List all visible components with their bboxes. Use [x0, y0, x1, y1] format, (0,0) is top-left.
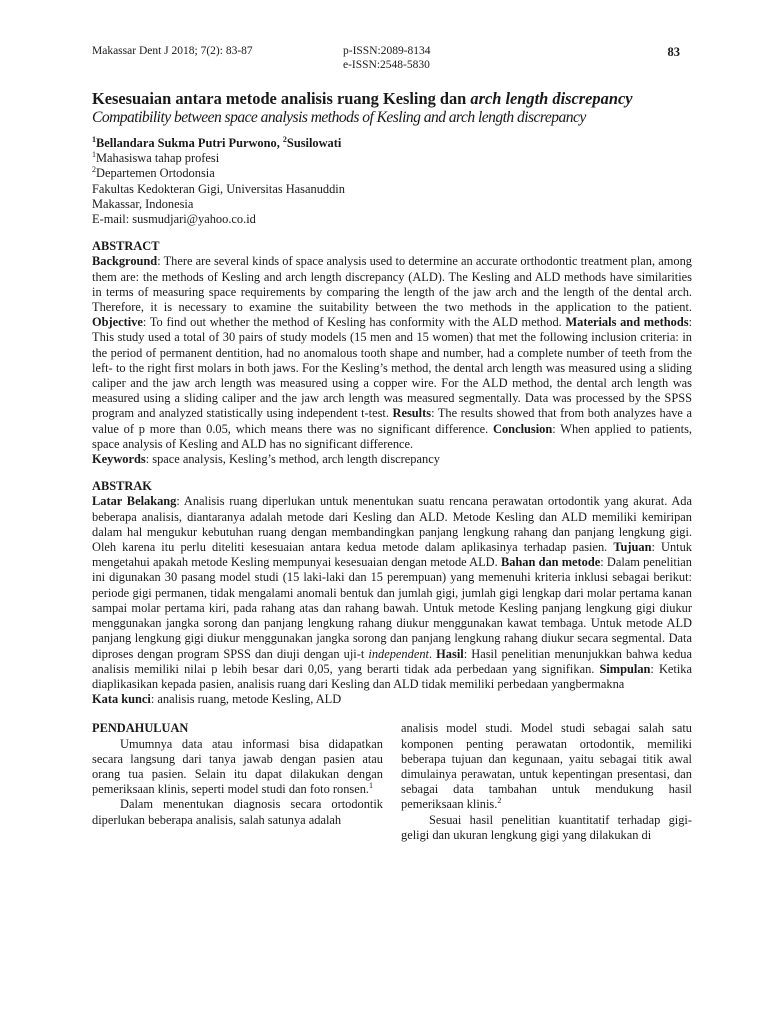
- abstract-text-results: : The results showed that from both analyzes have a value of p more than 0.05, which means there was no significant difference.: [92, 406, 692, 436]
- abstract-label-results: Results: [392, 406, 432, 421]
- abstrak-label-simpulan: Simpulan: [599, 661, 651, 676]
- page-number: 83: [667, 45, 680, 59]
- abstrak-label-hasil: Hasil: [436, 646, 464, 661]
- abstrak-label-bahan: Bahan dan metode: [500, 555, 601, 570]
- author-2: Susilowati: [286, 136, 342, 150]
- katakunci-text: : analisis ruang, metode Kesling, ALD: [150, 692, 342, 707]
- abstract-text-background: : There are several kinds of space analysis used to determine an accurate orthodontic treatment plan, among them are: the methods of Kesling and arch length discrepancy (ALD). The Kesling and ALD methods have similarities in terms of measuring space requirements by comparing the length of the jaw arch and the length of the dental arch. Therefore, it is necessary to examine the suitability between the two methods in the application to the patient.: [92, 254, 692, 315]
- aff2-text: Departemen Ortodonsia: [96, 166, 215, 181]
- abstrak-label-latar: Latar Belakang: [92, 494, 177, 509]
- author-line: [92, 136, 692, 151]
- abstract-label-conclusion: Conclusion: [493, 421, 553, 436]
- author2-sup: 2: [282, 134, 287, 144]
- abstrak-keywords: [92, 692, 692, 707]
- ref-2: 2: [497, 796, 502, 806]
- abstrak-text-hasil: : Hasil penelitian menunjukkan bahwa kedua analisis memiliki nilai p lebih besar dari 0,05, yang berarti tidak ada perbedaan yang signifikan.: [92, 646, 693, 676]
- paragraph-3-text: analisis model studi. Model studi sebagai salah satu komponen penting perawatan ortodontik, memiliki beberapa tujuan dan kegunaan, yaitu sebagai titik awal dimulainya perawatan, untuk kepentingan presentasi, dan sebagai data tambahan untuk mendukung hasil pemeriksaan klinis.: [401, 721, 692, 812]
- aff1-sup: 1: [92, 150, 96, 160]
- keywords-text: : space analysis, Kesling’s method, arch length discrepancy: [145, 452, 440, 467]
- abstract-body: [92, 254, 692, 452]
- abstract-text-methods: : This study used a total of 30 pairs of study models (15 men and 15 women) that met the following inclusion criteria: in the period of permanent dentition, had no anomalous tooth shape and number, had a complete number of teeth from the left- to the right first molars in both jaws. For the Kesling’s method, the dental arch length was measured using a sliding caliper and the jaw arch length was measured using a copper wire. For the ALD method, the dental arch length was measured using a sliding caliper and the jaw arch length was measured segmentally. Data was processed by the SPSS program and analyzed statistically using independent t-test.: [92, 315, 693, 421]
- abstrak-text-bahan-italic: independent: [368, 646, 429, 661]
- right-column: [401, 721, 692, 843]
- author1-sup: 1: [92, 134, 96, 144]
- body-columns: [92, 721, 692, 843]
- title-italic-text: arch length discrepancy: [470, 89, 633, 108]
- ref-1: 1: [369, 781, 374, 790]
- abstract-label-methods: Materials and methods: [565, 315, 689, 330]
- journal-citation: Makassar Dent J 2018; 7(2): 83-87: [92, 45, 253, 57]
- electronic-issn: e-ISSN:2548-5830: [343, 59, 430, 71]
- abstract-text-objective: : To find out whether the method of Kesling has conformity with the ALD method.: [142, 315, 566, 330]
- abstrak-text-simpulan: : Ketika diaplikasikan kepada pasien, analisis ruang dari Kesling dan ALD tidak memiliki perbedaan yangbermakna: [92, 661, 692, 691]
- katakunci-label: Kata kunci: [92, 692, 151, 707]
- abstrak-text-latar: : Analisis ruang diperlukan untuk menentukan suatu rencana perawatan ortodontik yang akurat. Ada beberapa analisis, diantaranya adalah metode dari Kesling dan ALD. Metode Kesling dan ALD memiliki kemiripan dalam hal mengukur kebutuhan ruang dengan membandingkan panjang lengkung rahang dan panjang lengkung gigi. Oleh karena itu perlu diteliti kesesuaian antara kedua metode dalam aplikasinya terhadap pasien.: [92, 494, 693, 555]
- paragraph-2: Dalam menentukan diagnosis secara ortodontik diperlukan beberapa analisis, salah satunya adalah: [92, 797, 383, 827]
- article-title: [92, 89, 692, 108]
- print-issn: p-ISSN:2089-8134: [343, 45, 431, 57]
- abstrak-heading: ABSTRAK: [92, 479, 152, 494]
- faculty: Fakultas Kedokteran Gigi, Universitas Hasanuddin: [92, 181, 345, 196]
- affiliations: [92, 151, 692, 227]
- paragraph-4: Sesuai hasil penelitian kuantitatif terhadap gigi-geligi dan ukuran lengkung gigi yang dilakukan di: [401, 812, 692, 842]
- paragraph-1: [92, 737, 383, 798]
- email: E-mail: susmudjari@yahoo.co.id: [92, 212, 256, 227]
- abstrak-label-tujuan: Tujuan: [613, 540, 652, 555]
- aff2-sup: 2: [92, 165, 96, 175]
- article-title-english: Compatibility between space analysis methods of Kesling and arch length discrepancy: [92, 109, 586, 126]
- abstract-text-conclusion: : When applied to patients, space analysis of Kesling and ALD has no significant difference.: [92, 421, 692, 451]
- left-column: [92, 721, 383, 843]
- abstrak-text-bahan-2: .: [428, 646, 437, 661]
- aff1-text: Mahasiswa tahap profesi: [96, 151, 220, 166]
- abstrak-text-bahan-1: : Dalam penelitian ini digunakan 30 pasang model studi (15 laki-laki dan 15 perempuan) yang memenuhi kriteria inklusi sebagai berikut: periode gigi permanen, tidak mengalami anomali bentuk dan jumlah gigi, jumlah gigi lengkap dari molar pertama kanan sampai molar pertama kiri, pada rahang atas dan rahang bawah. Untuk metode Kesling panjang lengkung gigi diukur menggunakan jangka sorong dan panjang lengkung rahang diukur menggunakan kawat tembaga. Untuk metode ALD panjang lengkung gigi diukur menggunakan jangka sorong dan panjang lengkung rahang diukur secara segmental. Data diproses dengan program SPSS dan diuji dengan uji-t: [92, 555, 692, 661]
- issn-block: [343, 44, 431, 72]
- section-heading-pendahuluan: PENDAHULUAN: [92, 721, 189, 736]
- abstrak-body: [92, 494, 692, 692]
- abstract-heading: ABSTRACT: [92, 239, 160, 254]
- abstract-keywords: [92, 452, 692, 467]
- paragraph-3: [401, 721, 692, 812]
- abstract-label-objective: Objective: [92, 315, 143, 330]
- title-text: Kesesuaian antara metode analisis ruang Kesling dan: [92, 89, 471, 108]
- article-content: [92, 89, 692, 843]
- affiliation-1: [92, 151, 692, 166]
- abstrak-text-tujuan: : Untuk mengetahui apakah metode Kesling mempunyai kesesuaian dengan metode ALD.: [92, 540, 692, 570]
- paragraph-1-text: Umumnya data atau informasi bisa didapatkan secara langsung dari tanya jawab dengan pasien atau orang tua pasien. Selain itu dapat dilakukan dengan pemeriksaan klinis, seperti model studi dan foto ronsen.: [92, 736, 383, 797]
- city: Makassar, Indonesia: [92, 196, 194, 211]
- affiliation-2: [92, 166, 692, 181]
- abstract-label-background: Background: [92, 254, 158, 269]
- keywords-label: Keywords: [92, 452, 146, 467]
- author-1: Bellandara Sukma Putri Purwono,: [96, 136, 283, 150]
